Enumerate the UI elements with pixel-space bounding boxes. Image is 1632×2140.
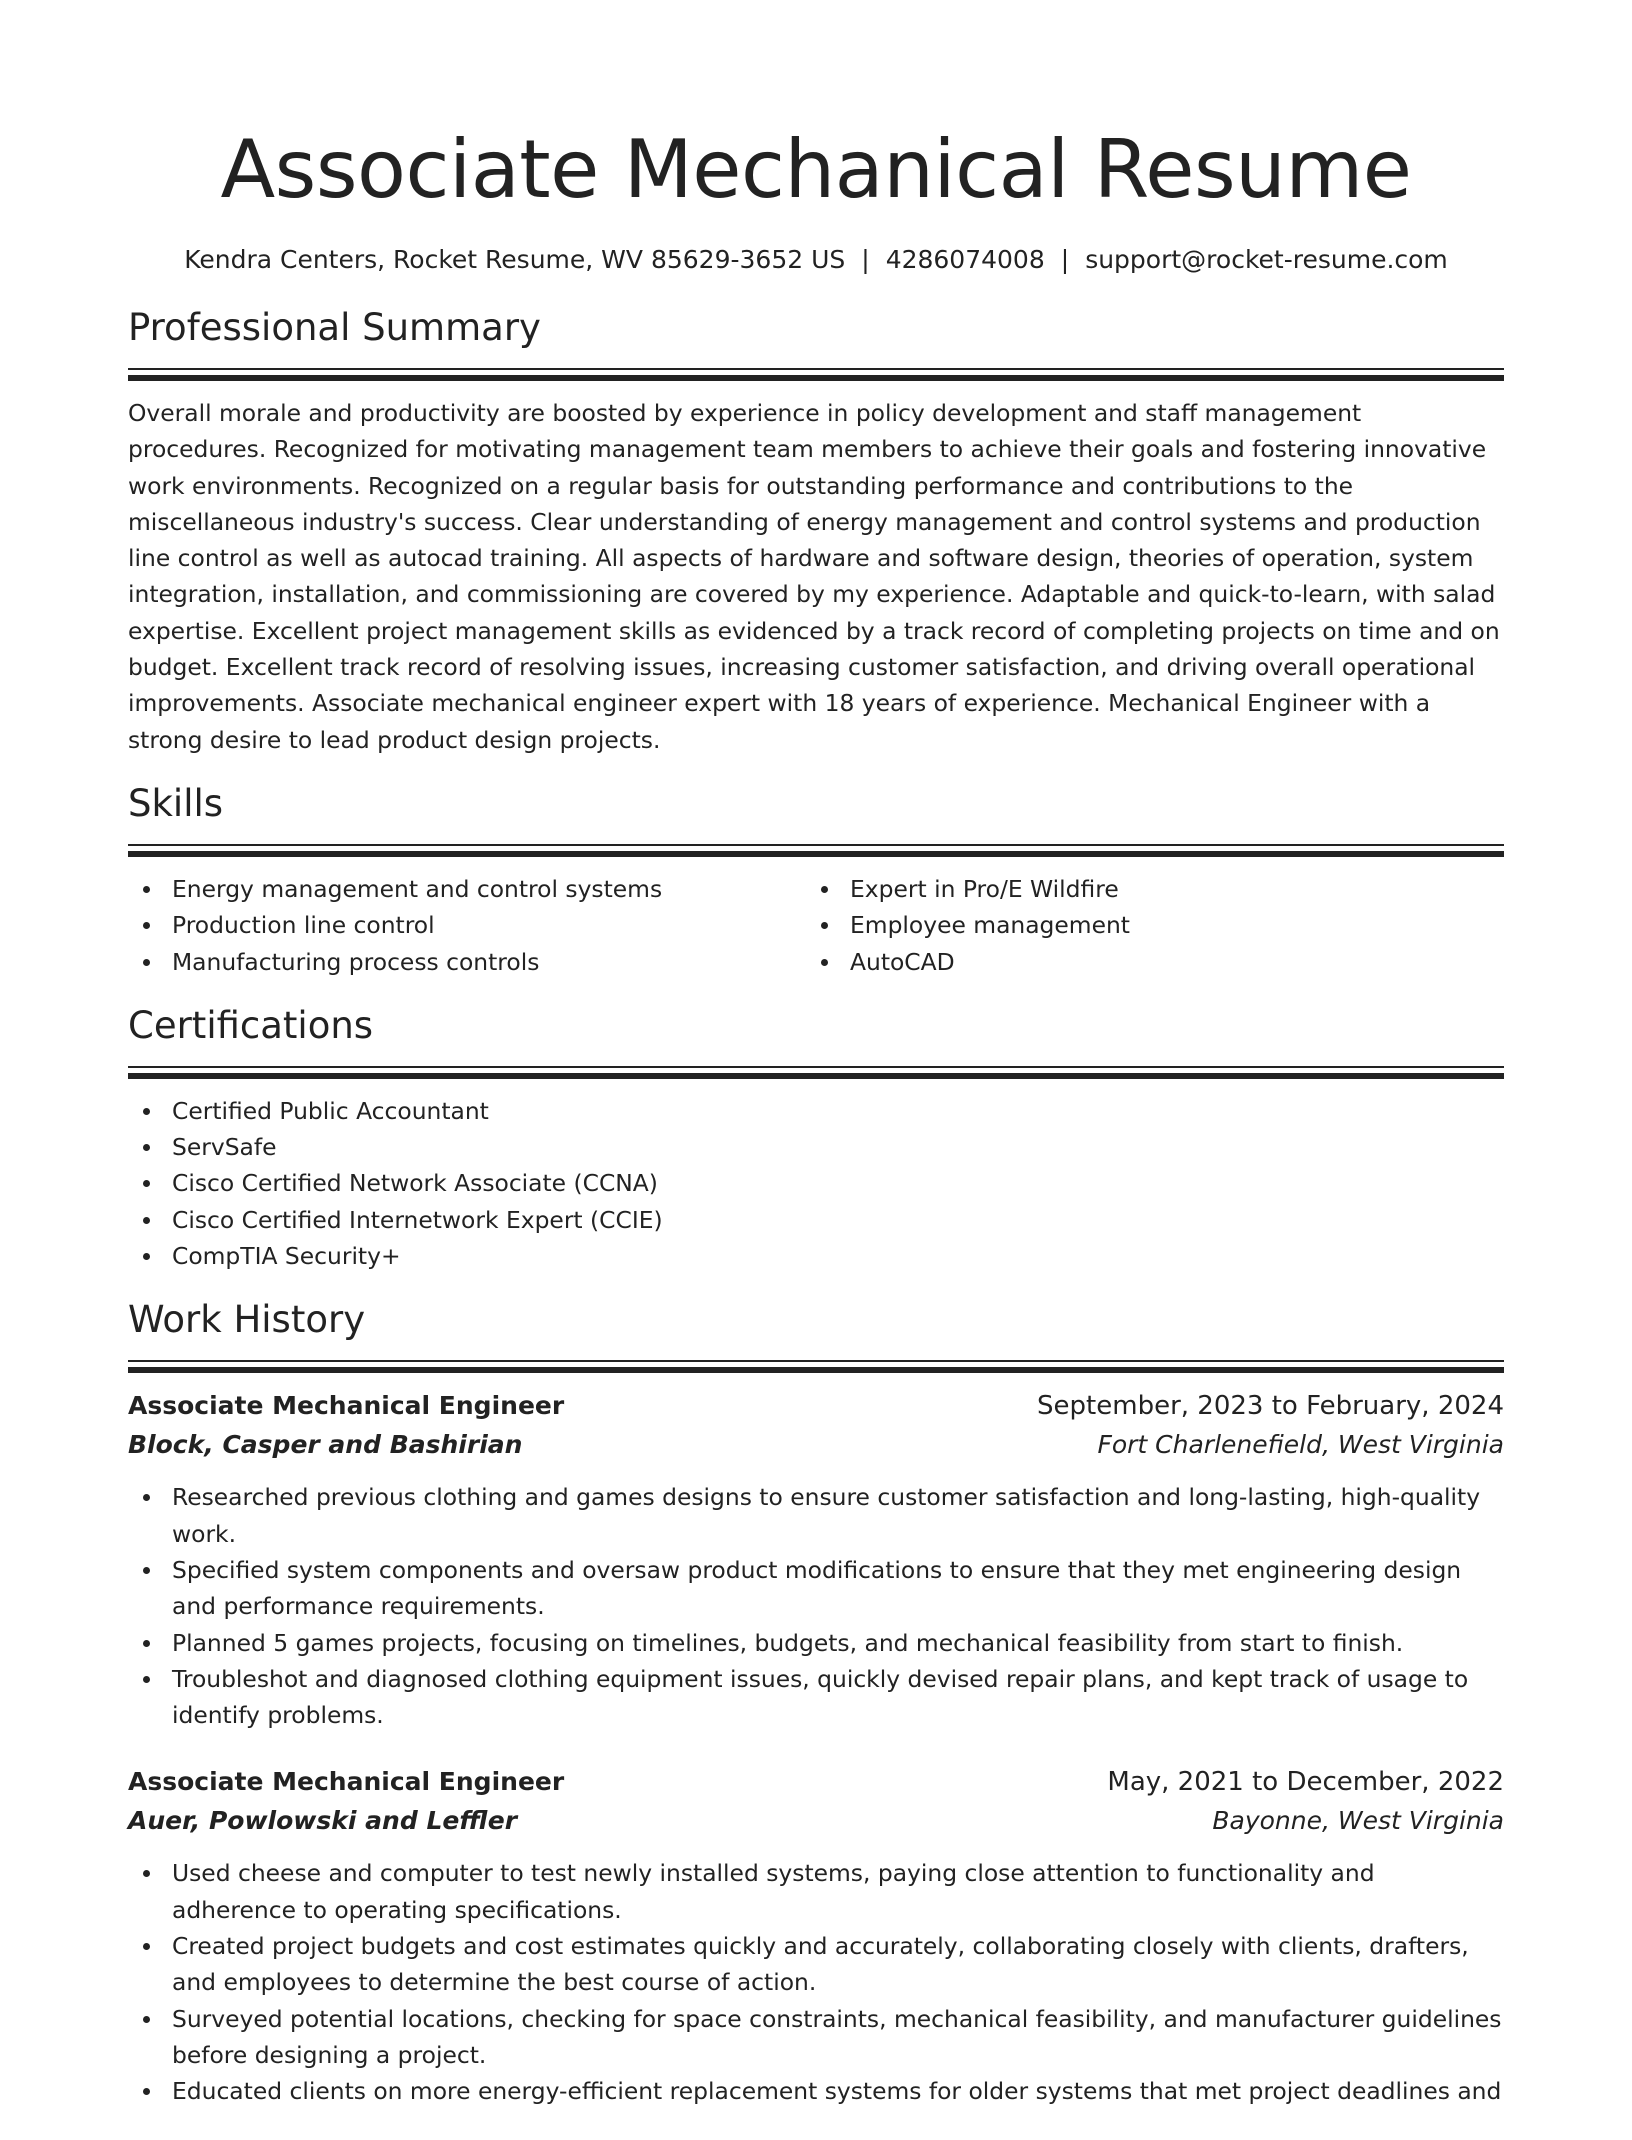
skills-list-left xyxy=(128,871,806,980)
job-bullet: Specified system components and oversaw product modifications to ensure that they met engineering design and performance requirements. xyxy=(128,1552,1504,1625)
job-location: Fort Charlenefield, West Virginia xyxy=(1097,1430,1504,1460)
certifications-list xyxy=(128,1093,1504,1274)
skill-item: Employee management xyxy=(806,907,1484,943)
job-bullet-list xyxy=(128,1479,1504,1733)
job-dates: September, 2023 to February, 2024 xyxy=(1037,1391,1504,1422)
job-company: Auer, Powlowski and Leffler xyxy=(128,1806,518,1836)
section-divider xyxy=(128,1360,1504,1362)
contact-address: Kendra Centers, Rocket Resume, WV 85629-3652 US xyxy=(184,245,846,274)
certification-item: Cisco Certified Network Associate (CCNA) xyxy=(128,1165,1504,1201)
job-header-row xyxy=(128,1763,1504,1801)
job-bullet: Troubleshot and diagnosed clothing equipment issues, quickly devised repair plans, and kept track of usage to identify problems. xyxy=(128,1661,1504,1734)
summary-heading: Professional Summary xyxy=(128,306,541,349)
skill-item: Expert in Pro/E Wildfire xyxy=(806,871,1484,907)
document-title: Associate Mechanical Resume xyxy=(220,123,1412,216)
job-company: Block, Casper and Bashirian xyxy=(128,1430,523,1460)
skill-item: Manufacturing process controls xyxy=(128,944,806,980)
job-entry xyxy=(128,1387,1504,1733)
skill-item: Production line control xyxy=(128,907,806,943)
skills-column-left xyxy=(128,871,806,980)
contact-phone: 4286074008 xyxy=(885,245,1045,274)
job-title: Associate Mechanical Engineer xyxy=(128,1767,565,1797)
job-bullet: Researched previous clothing and games designs to ensure customer satisfaction and long-lasting, high-quality work. xyxy=(128,1479,1504,1552)
resume-page xyxy=(128,0,1504,2140)
job-bullet: Planned 5 games projects, focusing on timelines, budgets, and mechanical feasibility from start to finish. xyxy=(128,1625,1504,1661)
job-bullet: Surveyed potential locations, checking for space constraints, mechanical feasibility, and manufacturer guidelines before designing a project. xyxy=(128,2001,1504,2074)
contact-separator: | xyxy=(861,245,870,274)
skill-item: Energy management and control systems xyxy=(128,871,806,907)
skill-item: AutoCAD xyxy=(806,944,1484,980)
certifications-heading: Certifications xyxy=(128,1003,374,1047)
skills-grid xyxy=(128,871,1504,980)
job-bullet: Used cheese and computer to test newly installed systems, paying close attention to functionality and adherence to operating specifications. xyxy=(128,1855,1504,1928)
job-header-row xyxy=(128,1387,1504,1425)
job-bullet: Educated clients on more energy-efficient replacement systems for older systems that met project deadlines and xyxy=(128,2073,1504,2109)
job-entry xyxy=(128,1763,1504,2109)
section-divider xyxy=(128,844,1504,846)
certification-item: ServSafe xyxy=(128,1129,1504,1165)
job-bullet: Created project budgets and cost estimates quickly and accurately, collaborating closely with clients, drafters, and employees to determine the best course of action. xyxy=(128,1928,1504,2001)
job-title: Associate Mechanical Engineer xyxy=(128,1391,565,1421)
certifications-section xyxy=(128,1002,1504,1274)
job-subheader-row xyxy=(128,1801,1504,1841)
contact-line xyxy=(128,242,1504,278)
section-divider xyxy=(128,368,1504,370)
section-divider xyxy=(128,1367,1504,1373)
job-location: Bayonne, West Virginia xyxy=(1212,1806,1504,1836)
section-divider xyxy=(128,375,1504,381)
skills-list-right xyxy=(806,871,1484,980)
contact-email: support@rocket-resume.com xyxy=(1085,245,1448,274)
section-divider xyxy=(128,851,1504,857)
summary-text: Overall morale and productivity are boosted by experience in policy development and staff management procedures. Recognized for motivating management team members to achieve their goals and fostering innovative work environments. Recognized on a regular basis for outstanding performance and contributions to the miscellaneous industry's success. Clear understanding of energy management and control systems and production line control as well as autocad training. All aspects of hardware and software design, theories of operation, system integration, installation, and commissioning are covered by my experience. Adaptable and quick-to-learn, with salad expertise. Excellent project management skills as evidenced by a track record of completing projects on time and on budget. Excellent track record of resolving issues, increasing customer satisfaction, and driving overall operational improvements. Associate mechanical engineer expert with 18 years of experience. Mechanical Engineer with a strong desire to lead product design projects. xyxy=(128,399,1500,754)
work-history-heading: Work History xyxy=(128,1298,366,1342)
certification-item: Cisco Certified Internetwork Expert (CCIE) xyxy=(128,1202,1504,1238)
section-divider xyxy=(128,1066,1504,1068)
job-list xyxy=(128,1387,1504,2109)
certification-item: Certified Public Accountant xyxy=(128,1093,1504,1129)
summary-section xyxy=(128,304,1504,758)
contact-separator: | xyxy=(1060,245,1070,274)
job-bullet-list xyxy=(128,1855,1504,2109)
job-subheader-row xyxy=(128,1425,1504,1465)
skills-column-right xyxy=(806,871,1484,980)
skills-heading: Skills xyxy=(128,781,224,825)
certification-item: CompTIA Security+ xyxy=(128,1238,1504,1274)
work-history-section xyxy=(128,1296,1504,2109)
job-dates: May, 2021 to December, 2022 xyxy=(1107,1767,1504,1798)
skills-section xyxy=(128,780,1504,980)
section-divider xyxy=(128,1073,1504,1079)
